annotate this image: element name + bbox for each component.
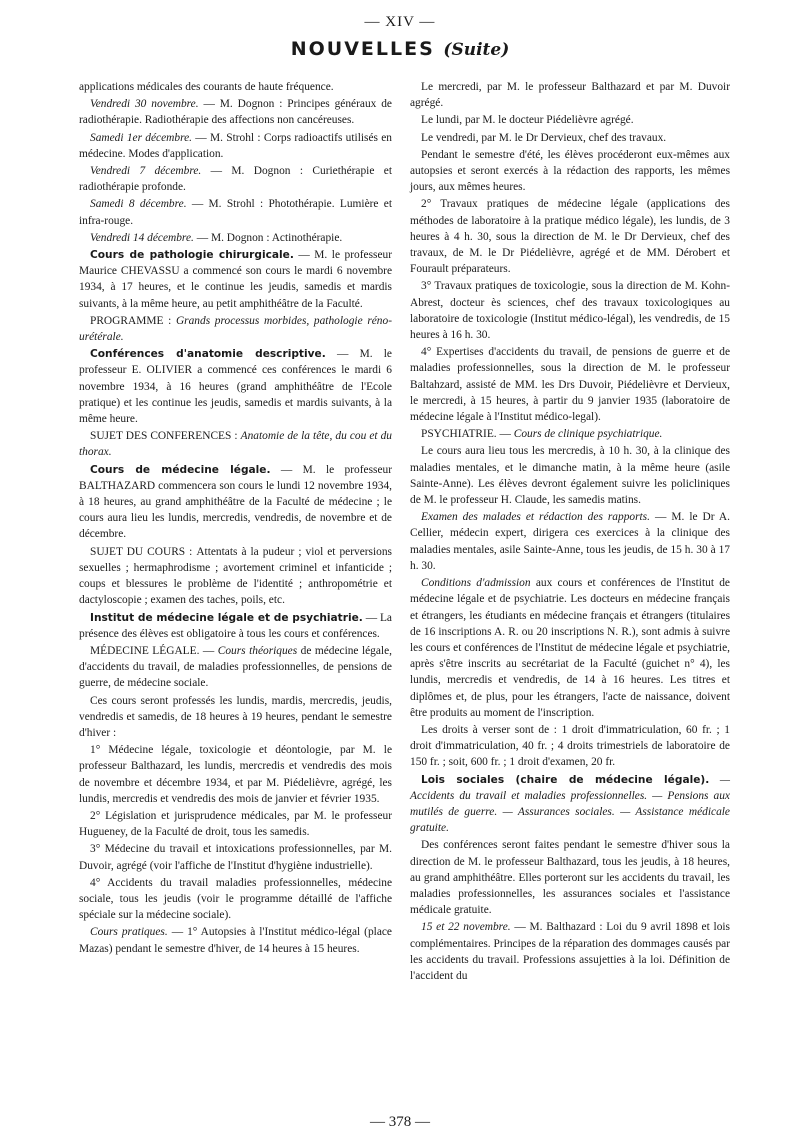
paragraph: 3° Médecine du travail et intoxications professionnelles, par M. Duvoir, agrégé (voir l'affiche de l'Institut d'hygiène industrielle). [79, 843, 392, 872]
paragraph: Le vendredi, par M. le Dr Dervieux, chef des travaux. [421, 131, 667, 144]
section-pathologie: Cours de pathologie chirurgicale. — M. le professeur Maurice CHEVASSU a commencé son cours le mardi 6 novembre 1934, à 17 heures, et le continue les jeudis, samedis et mardis suivants, à la même heure, au petit amphithéâtre de la Faculté. [79, 249, 393, 310]
section-anatomie: Conférences d'anatomie descriptive. — M. le professeur E. OLIVIER a commencé ces conférences le mardi 6 novembre 1934, à 16 heures (grand amphithéâtre de l'Ecole pratique) et les continue les jeudis, samedis et mardis suivants, à la même heure. [79, 348, 392, 426]
paragraph: 4° Accidents du travail maladies professionnelles, médecine sociale, tous les jeudis (voir le programme détaillé de l'affiche spéciale sur la médecine sociale). [79, 876, 392, 922]
section-psychiatrie: PSYCHIATRIE. — Cours de clinique psychiatrique. [421, 428, 663, 441]
paragraph: 2° Législation et jurisprudence médicales, par M. le professeur Hugueney, de la Faculté de droit, tous les samedis. [79, 809, 392, 839]
title-suite: (Suite) [443, 40, 510, 60]
paragraph: SUJET DU COURS : Attentats à la pudeur ; viol et perversions sexuelles ; hermaphrodisme ; avortement criminel et infanticide ; coups et blessures le problème de l'identité ; anthropométrie et dactyloscopie ; examen des taches, poils, etc. [79, 545, 392, 607]
paragraph: 4° Expertises d'accidents du travail, de pensions de guerre et de maladies professionnelles, sous la direction de M. le professeur Baltahzard, assisté de MM. les Drs Duvoir, Piédelièvre et Dervieux, le mercredi, à 15 heures, à partir du 9 janvier 1935 (laboratoire de médecine légale à l'Institut médico-legal). [410, 346, 730, 424]
page-title [0, 38, 800, 60]
paragraph: applications médicales des courants de haute fréquence. [79, 81, 334, 93]
section-institut: Institut de médecine légale et de psychiatrie. — La présence des élèves est obligatoire à tous les cours et conférences. [79, 611, 392, 640]
paragraph: 1° Médecine légale, toxicologie et déontologie, par M. le professeur Balthazard, les lundis, mercredis et vendredis des mois de novembre et décembre 1934, et par M. Piédelièvre, agrégé, les lundis, mercredis et vendredis des mois de janvier et février 1935. [79, 744, 392, 805]
paragraph: Des conférences seront faites pendant le semestre d'hiver sous la direction de M. le professeur Balthazard, tous les jeudis, à 18 heures, au grand amphithéâtre. Elles porteront sur les accidents du travail, les maladies professionnelles, les assurances sociales et l'assistance médicale gratuite. [410, 839, 730, 917]
paragraph: 3° Travaux pratiques de toxicologie, sous la direction de M. Kohn-Abrest, docteur ès sciences, chef des travaux toxicologiques au laboratoire de toxicologie (Institut médico-légal), les vendredis, de 15 heures à 16 h. 30. [410, 280, 730, 342]
title-main: NOUVELLES [290, 38, 435, 60]
paragraph: Le lundi, par M. le docteur Piédelièvre agrégé. [421, 114, 634, 127]
roman-page-number: — XIV — [364, 14, 436, 30]
paragraph: Vendredi 14 décembre. — M. Dognon : Actinothérapie. [90, 231, 343, 244]
section-medecine-legale: Cours de médecine légale. — M. le professeur BALTHAZARD commencera son cours le lundi 12 novembre 1934, à 18 heures, au grand amphithéâtre de la Faculté de médecine ; le cours aura lieu les lundis, mercredis, vendredis, de novembre et de décembre. [79, 463, 392, 541]
paragraph: Conditions d'admission aux cours et conférences de l'Institut de médecine légale et de psychiatrie. Les docteurs en médecine français et étrangers, les étudiants en médecine français et étrangers (titulaires de 16 inscriptions A. R. ou 20 inscriptions N. R.), sont admis à suivre les cours et conférences de l'Institut de médecine légale et psychiatrie, après s'être inscrits au secrétariat de la Faculté (guichet n° 4), les lundis, mercredis et vendredis, de 14 à 16 heures. Les titres et diplômes et, de plus, pour les étrangers, l'acte de naissance, doivent être produits au moment de l'inscription. [410, 577, 730, 719]
paragraph: Samedi 1er décembre. — M. Strohl : Corps radioactifs utilisés en médecine. Modes d'application. [79, 131, 392, 160]
paragraph: 15 et 22 novembre. — M. Balthazard : Loi du 9 avril 1898 et lois complémentaires. Principes de la réparation des dommages causés par les accidents du travail. Professions assujetties à la loi. Définition de l'accident du [410, 921, 730, 982]
paragraph: Ces cours seront professés les lundis, mardis, mercredis, jeudis, vendredis et samedis, de 18 heures à 19 heures, pendant le semestre d'hiver : [79, 694, 392, 739]
paragraph: PROGRAMME : Grands processus morbides, pathologie réno-urétérale. [79, 314, 392, 344]
paragraph: Samedi 8 décembre. — M. Strohl : Photothérapie. Lumière et infra-rouge. [79, 198, 392, 227]
left-column [79, 79, 392, 958]
section-lois-sociales: Lois sociales (chaire de médecine légale). — Accidents du travail et maladies professionnelles. — Pensions aux mutilés de guerre. — Assurances sociales. — Assistance médicale gratuite. [410, 773, 730, 835]
paragraph: Les droits à verser sont de : 1 droit d'immatriculation, 60 fr. ; 1 droit d'immatriculation, 40 fr. ; 4 droits trimestriels de laboratoire de 150 fr. ; soit, 600 fr. ; 1 droit d'examen, 20 fr. [410, 723, 730, 769]
page-number: — 378 — [370, 1114, 430, 1130]
paragraph: 2° Travaux pratiques de médecine légale (applications des méthodes de laboratoire à la pratique médico légale), les lundis, de 3 heures à 4 h. 30, sous la direction de M. le Dr Dervieux, chef des travaux, de M. le Dr Piédelièvre, agrégé et de MM. Dérobert et Fourault préparateurs. [410, 198, 730, 276]
paragraph: Le mercredi, par M. le professeur Balthazard et par M. Duvoir agrégé. [410, 81, 730, 110]
paragraph: Vendredi 7 décembre. — M. Dognon : Curiethérapie et radiothérapie profonde. [79, 165, 392, 194]
paragraph: Le cours aura lieu tous les mercredis, à 10 h. 30, à la clinique des maladies mentales, et le dimanche matin, à la même heure (asile Sainte-Anne). Les élèves devront également suivre les policliniques de M. le professeur H. Claude, les samedis matins. [410, 445, 730, 507]
paragraph: Cours pratiques. — 1° Autopsies à l'Institut médico-légal (place Mazas) pendant le semestre d'hiver, de 14 heures à 15 heures. [79, 926, 392, 955]
paragraph: MÉDECINE LÉGALE. — Cours théoriques de médecine légale, d'accidents du travail, de maladies professionnelles, de pensions de guerre, de médecine sociale. [79, 644, 392, 690]
paragraph: Vendredi 30 novembre. — M. Dognon : Principes généraux de radiothérapie. Radiothérapie des affections non cancéreuses. [79, 98, 392, 127]
paragraph: SUJET DES CONFERENCES : Anatomie de la tête, du cou et du thorax. [79, 430, 393, 459]
paragraph: Examen des malades et rédaction des rapports. — M. le Dr A. Cellier, médecin expert, dirigera ces exercices à la clinique des maladies mentales, asile Sainte-Anne, tous les jeudis, de 15 h. 30 à 17 h. 30. [410, 511, 730, 572]
right-column [410, 79, 730, 985]
paragraph: Pendant le semestre d'été, les élèves procéderont eux-mêmes aux autopsies et seront exercés à la rédaction des rapports, les mêmes jours, aux mêmes heures. [410, 148, 730, 194]
